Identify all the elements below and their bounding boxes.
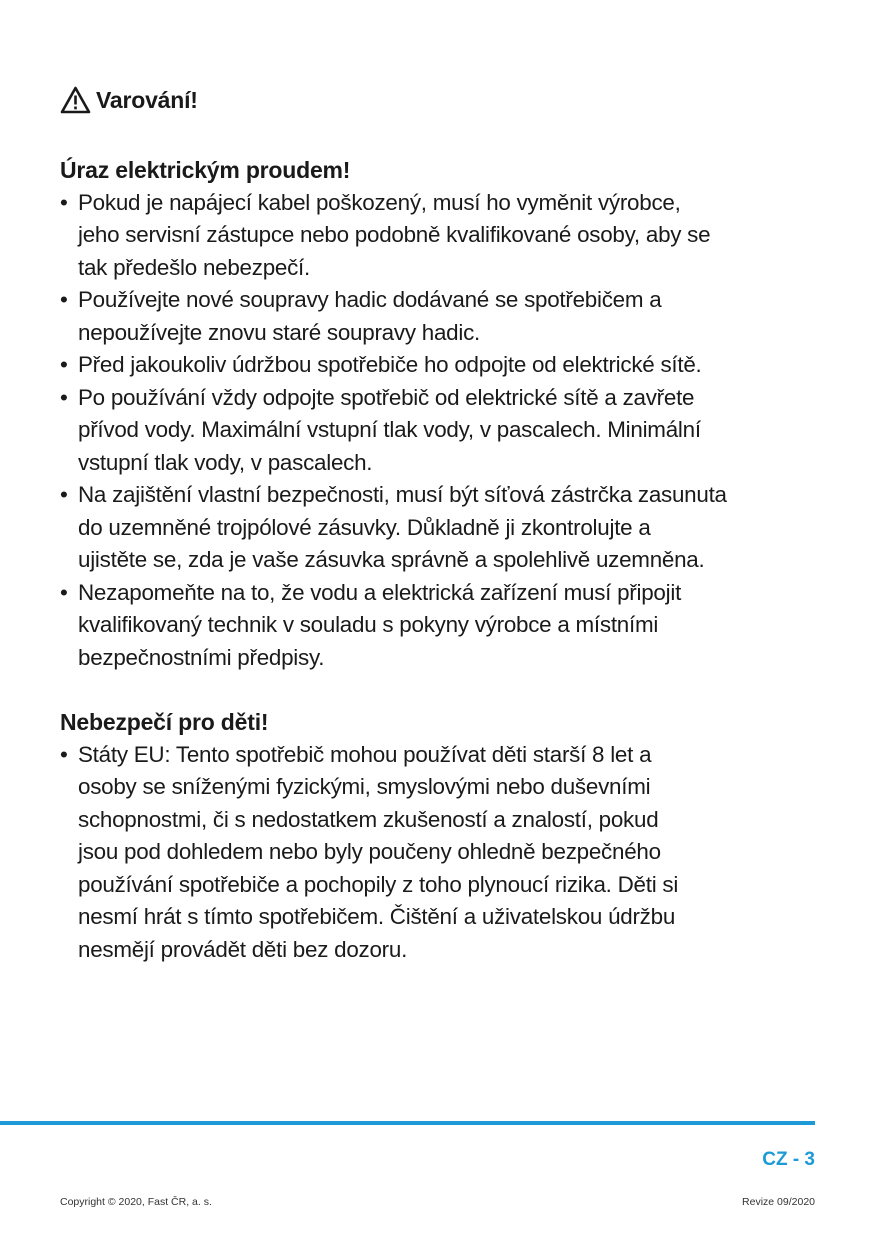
list-item-line: Po používání vždy odpojte spotřebič od elektrické sítě a zavřete (78, 384, 695, 410)
list-item-line: používání spotřebiče a pochopily z toho plynoucí rizika. Děti si (78, 871, 679, 897)
footer-divider (0, 1121, 815, 1125)
copyright-notice: Copyright © 2020, Fast ČR, a. s. (60, 1196, 212, 1208)
list-item (60, 382, 830, 480)
list-item-line: bezpečnostními předpisy. (78, 644, 325, 670)
list-item-line: osoby se sníženými fyzickými, smyslovými nebo duševními (78, 774, 651, 799)
list-item-line: jeho servisní zástupce nebo podobně kvalifikované osoby, aby se (78, 222, 711, 247)
list-item (60, 187, 830, 285)
list-item-line: nesmějí provádět děti bez dozoru. (78, 936, 408, 962)
bullet-marker: • (60, 482, 68, 507)
warning-title: Varování! (96, 86, 198, 113)
bullet-marker: • (60, 741, 68, 767)
bullet-marker: • (60, 384, 68, 410)
list-item-line: Používejte nové soupravy hadic dodávané se spotřebičem a (78, 287, 662, 312)
page-number: CZ - 3 (762, 1149, 815, 1170)
list-item-line: ujistěte se, zda je vaše zásuvka správně a spolehlivě uzemněna. (78, 547, 705, 572)
list-item-line: kvalifikovaný technik v souladu s pokyny výrobce a místními (78, 612, 659, 637)
list-item-line: přívod vody. Maximální vstupní tlak vody, v pascalech. Minimální (78, 417, 701, 442)
section-child-danger (60, 706, 830, 966)
list-item-line: nepoužívejte znovu staré soupravy hadic. (78, 319, 480, 345)
list-item-line: Pokud je napájecí kabel poškozený, musí ho vyměnit výrobce, (78, 189, 681, 215)
bullet-list (60, 739, 830, 967)
list-item-line: schopnostmi, či s nedostatkem zkušeností a znalostí, pokud (78, 806, 659, 832)
bullet-list (60, 187, 830, 675)
list-item-line: do uzemněné trojpólové zásuvky. Důkladně ji zkontrolujte a (78, 514, 651, 540)
section-title: Úraz elektrickým proudem! (60, 157, 351, 183)
list-item-line: jsou pod dohledem nebo byly poučeny ohledně bezpečného (78, 839, 661, 864)
bullet-marker: • (60, 189, 68, 215)
list-item (60, 479, 830, 577)
list-item (60, 284, 830, 349)
list-item-line: tak předešlo nebezpečí. (78, 254, 310, 280)
section-title: Nebezpečí pro děti! (60, 709, 269, 735)
bullet-marker: • (60, 352, 68, 377)
bullet-marker: • (60, 579, 68, 605)
list-item-line: Nezapomeňte na to, že vodu a elektrická zařízení musí připojit (78, 579, 682, 605)
list-item-line: Státy EU: Tento spotřebič mohou používat děti starší 8 let a (78, 741, 652, 767)
list-item (60, 577, 830, 675)
section-electric-shock (60, 154, 830, 674)
warning-heading (60, 86, 198, 114)
bullet-marker: • (60, 287, 68, 312)
warning-triangle-icon (60, 86, 91, 114)
list-item-line: Na zajištění vlastní bezpečnosti, musí být síťová zástrčka zasunuta (78, 482, 727, 507)
list-item-line: vstupní tlak vody, v pascalech. (78, 449, 373, 475)
list-item (60, 739, 830, 967)
list-item-line: Před jakoukoliv údržbou spotřebiče ho odpojte od elektrické sítě. (78, 352, 702, 377)
list-item-line: nesmí hrát s tímto spotřebičem. Čištění a uživatelskou údržbu (78, 904, 676, 929)
revision-label: Revize 09/2020 (742, 1196, 815, 1208)
list-item (60, 349, 830, 382)
